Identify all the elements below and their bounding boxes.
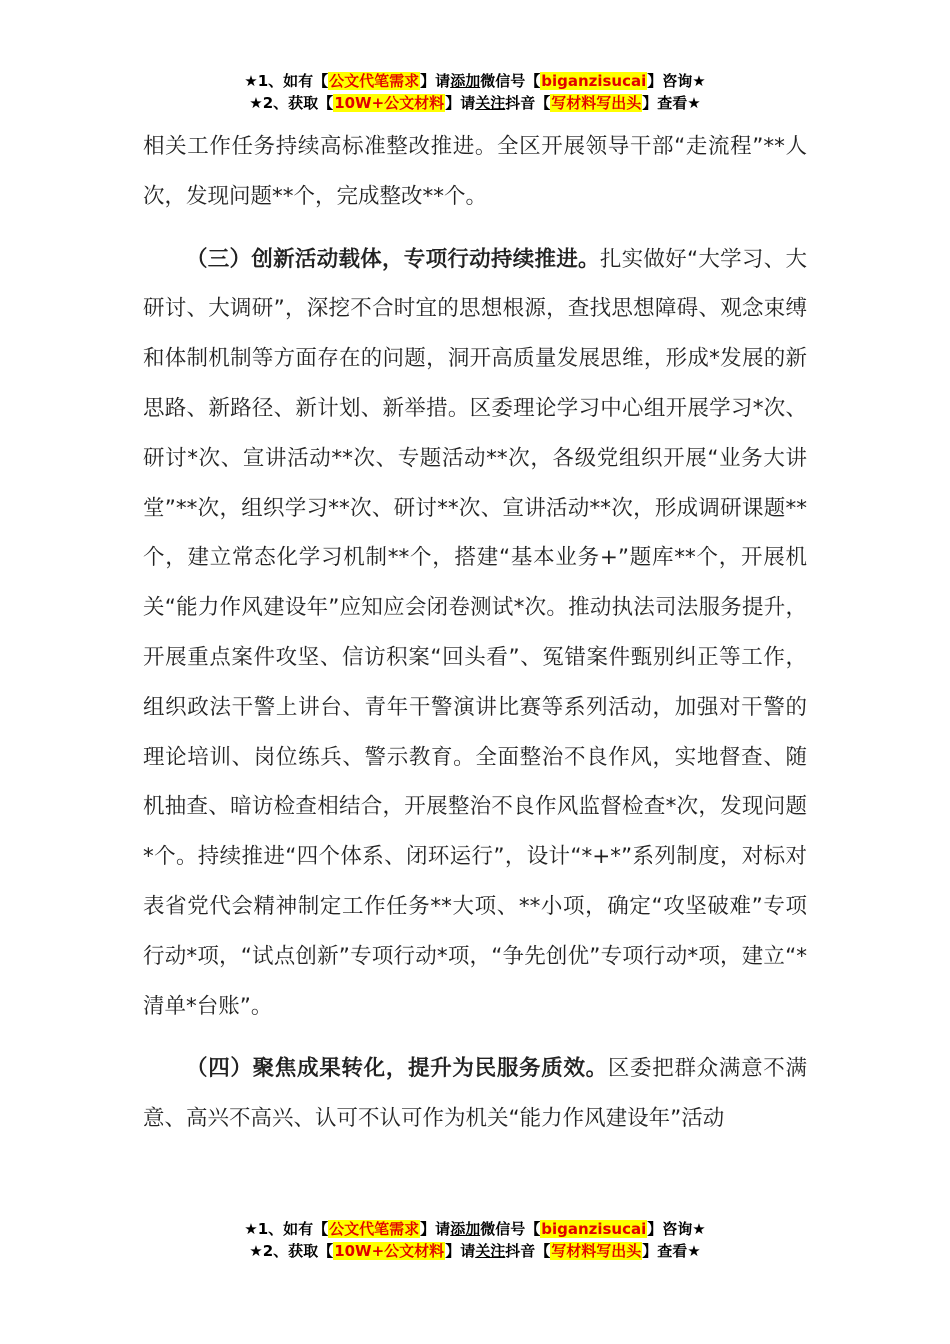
banner-highlight: biganzisucai [541,72,647,90]
banner-highlight: biganzisucai [541,1220,647,1238]
banner-highlight: 公文代笔需求 [329,1220,420,1238]
banner-highlight: 写材料写出头 [551,1242,642,1260]
banner-highlight: 10W+公文材料 [334,94,445,112]
document-body [143,122,807,1144]
header-banner [0,70,950,114]
banner-highlight: 写材料写出头 [551,94,642,112]
section-heading-4: （四）聚焦成果转化，提升为民服务质效。 [186,1056,608,1082]
banner-highlight: 公文代笔需求 [329,72,420,90]
section-heading-3: （三）创新活动载体，专项行动持续推进。 [186,246,600,272]
banner-highlight: 10W+公文材料 [334,1242,445,1260]
paragraph-1: 相关工作任务持续高标准整改推进。全区开展领导干部“走流程”**人次，发现问题**个，完成整改**个。 [143,134,807,209]
banner-line-2: ★2、获取【10W+公文材料】请关注抖音【写材料写出头】查看★ [249,94,701,112]
paragraph-2: （三）创新活动载体，专项行动持续推进。扎实做好“大学习、大研讨、大调研”，深挖不合时宜的思想根源，查找思想障碍、观念束缚和体制机制等方面存在的问题，洞开高质量发展思维，形成*发展的新思路、新路径、新计划、新举措。区委理论学习中心组开展学习*次、研讨*次、宣讲活动**次、专题活动**次，各级党组织开展“业务大讲堂”**次，组织学习**次、研讨**次、宣讲活动**次，形成调研课题**个，建立常态化学习机制**个，搭建“基本业务+”题库**个，开展机关“能力作风建设年”应知应会闭卷测试*次。推动执法司法服务提升，开展重点案件攻坚、信访积案“回头看”、冤错案件甄别纠正等工作，组织政法干警上讲台、青年干警演讲比赛等系列活动，加强对干警的理论培训、岗位练兵、警示教育。全面整治不良作风，实地督查、随机抽查、暗访检查相结合，开展整治不良作风监督检查*次，发现问题*个。持续推进“四个体系、闭环运行”，设计“*+*”系列制度，对标对表省党代会精神制定工作任务**大项、**小项，确定“攻坚破难”专项行动*项，“试点创新”专项行动*项，“争先创优”专项行动*项，建立“*清单*台账”。 [143,246,807,1019]
footer-banner [0,1218,950,1262]
paragraph-3: （四）聚焦成果转化，提升为民服务质效。区委把群众满意不满意、高兴不高兴、认可不认可作为机关“能力作风建设年”活动 [143,1056,807,1132]
banner-line-1: ★1、如有【公文代笔需求】请添加微信号【biganzisucai】咨询★ [244,1220,706,1238]
banner-line-2: ★2、获取【10W+公文材料】请关注抖音【写材料写出头】查看★ [249,1242,701,1260]
banner-line-1: ★1、如有【公文代笔需求】请添加微信号【biganzisucai】咨询★ [244,72,706,90]
